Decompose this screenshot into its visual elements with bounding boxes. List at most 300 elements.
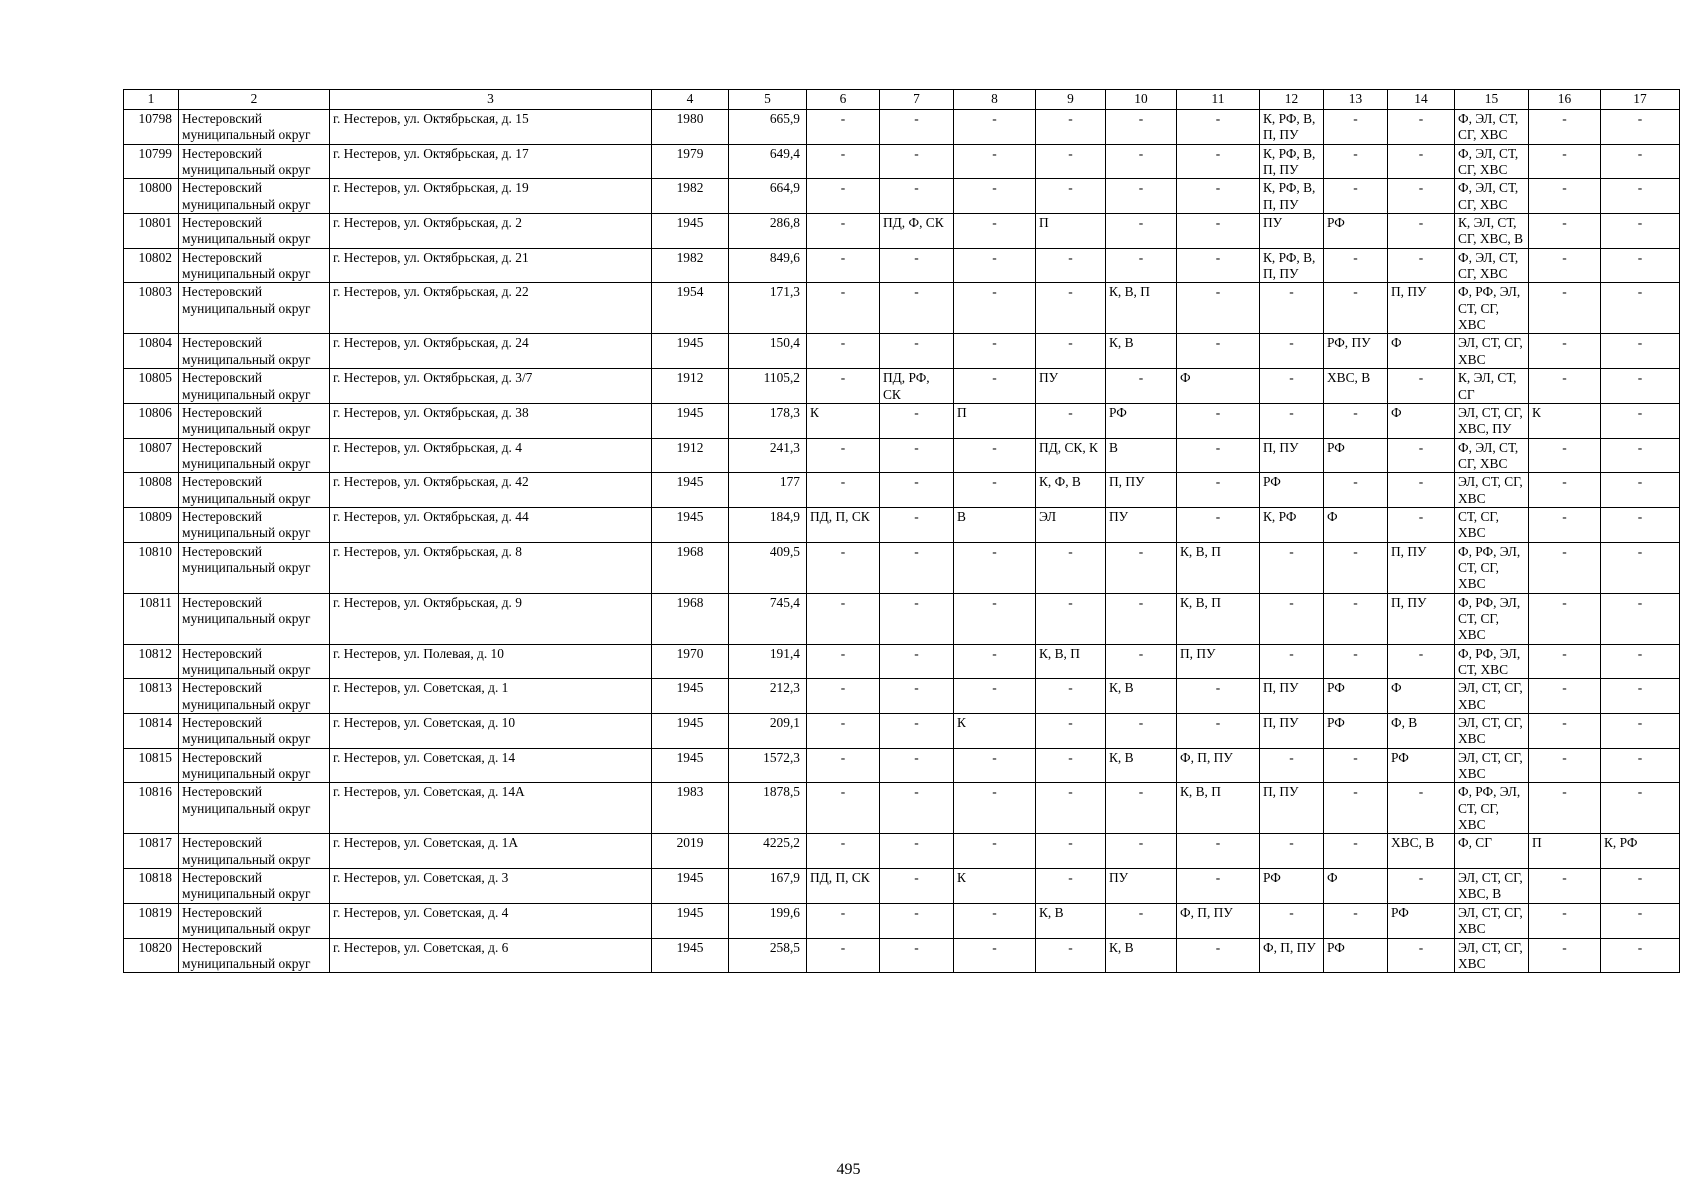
- table-cell-col-14: -: [1388, 214, 1455, 249]
- table-cell-col-8: -: [954, 834, 1036, 869]
- table-cell-col-5: 167,9: [729, 869, 807, 904]
- table-cell-col-17: -: [1601, 248, 1680, 283]
- table-cell-col-12: -: [1260, 748, 1324, 783]
- table-cell-col-10: -: [1106, 144, 1177, 179]
- table-cell-col-14: РФ: [1388, 903, 1455, 938]
- table-cell-col-9: ЭЛ: [1036, 507, 1106, 542]
- table-cell-col-5: 286,8: [729, 214, 807, 249]
- table-cell-col-15: Ф, ЭЛ, СТ, СГ, ХВС: [1455, 110, 1529, 145]
- table-cell-col-8: -: [954, 283, 1036, 334]
- table-cell-col-1: 10800: [124, 179, 179, 214]
- table-cell-col-13: РФ: [1324, 679, 1388, 714]
- table-cell-col-3: г. Нестеров, ул. Октябрьская, д. 9: [330, 593, 652, 644]
- table-cell-col-14: РФ: [1388, 748, 1455, 783]
- table-cell-col-15: К, ЭЛ, СТ, СГ, ХВС, В: [1455, 214, 1529, 249]
- table-row: [124, 542, 1680, 593]
- table-cell-col-9: -: [1036, 938, 1106, 973]
- table-cell-col-11: -: [1177, 214, 1260, 249]
- table-cell-col-9: -: [1036, 783, 1106, 834]
- table-cell-col-2: Нестеровский муниципальный округ: [179, 438, 330, 473]
- table-cell-col-4: 1945: [652, 403, 729, 438]
- table-cell-col-10: -: [1106, 179, 1177, 214]
- table-row: [124, 644, 1680, 679]
- table-cell-col-12: -: [1260, 903, 1324, 938]
- table-cell-col-8: -: [954, 214, 1036, 249]
- table-cell-col-12: Ф, П, ПУ: [1260, 938, 1324, 973]
- table-cell-col-15: ЭЛ, СТ, СГ, ХВС: [1455, 334, 1529, 369]
- table-cell-col-3: г. Нестеров, ул. Октябрьская, д. 21: [330, 248, 652, 283]
- column-header-8: 8: [954, 90, 1036, 110]
- table-cell-col-11: К, В, П: [1177, 542, 1260, 593]
- table-cell-col-4: 1983: [652, 783, 729, 834]
- table-cell-col-14: -: [1388, 507, 1455, 542]
- table-cell-col-11: -: [1177, 403, 1260, 438]
- table-cell-col-4: 1968: [652, 542, 729, 593]
- table-cell-col-16: -: [1529, 110, 1601, 145]
- table-cell-col-16: -: [1529, 542, 1601, 593]
- table-cell-col-1: 10815: [124, 748, 179, 783]
- table-cell-col-3: г. Нестеров, ул. Октябрьская, д. 19: [330, 179, 652, 214]
- table-cell-col-2: Нестеровский муниципальный округ: [179, 403, 330, 438]
- table-cell-col-7: -: [880, 438, 954, 473]
- table-cell-col-8: -: [954, 179, 1036, 214]
- table-cell-col-15: ЭЛ, СТ, СГ, ХВС, ПУ: [1455, 403, 1529, 438]
- column-header-5: 5: [729, 90, 807, 110]
- table-cell-col-6: -: [807, 283, 880, 334]
- table-cell-col-10: -: [1106, 214, 1177, 249]
- table-cell-col-15: ЭЛ, СТ, СГ, ХВС: [1455, 748, 1529, 783]
- table-row: [124, 110, 1680, 145]
- table-cell-col-15: Ф, РФ, ЭЛ, СТ, СГ, ХВС: [1455, 783, 1529, 834]
- table-cell-col-9: -: [1036, 593, 1106, 644]
- table-cell-col-15: Ф, РФ, ЭЛ, СТ, СГ, ХВС: [1455, 283, 1529, 334]
- table-cell-col-5: 1105,2: [729, 369, 807, 404]
- table-cell-col-13: ХВС, В: [1324, 369, 1388, 404]
- table-cell-col-4: 1968: [652, 593, 729, 644]
- table-cell-col-17: -: [1601, 783, 1680, 834]
- table-cell-col-7: ПД, Ф, СК: [880, 214, 954, 249]
- table-cell-col-4: 1945: [652, 214, 729, 249]
- table-cell-col-12: -: [1260, 542, 1324, 593]
- table-row: [124, 369, 1680, 404]
- table-cell-col-1: 10799: [124, 144, 179, 179]
- table-cell-col-3: г. Нестеров, ул. Октябрьская, д. 8: [330, 542, 652, 593]
- table-cell-col-4: 1979: [652, 144, 729, 179]
- table-cell-col-4: 1954: [652, 283, 729, 334]
- table-cell-col-9: -: [1036, 283, 1106, 334]
- page-number: 495: [836, 1161, 861, 1178]
- table-cell-col-17: -: [1601, 473, 1680, 508]
- table-cell-col-10: -: [1106, 903, 1177, 938]
- table-body: [124, 110, 1680, 973]
- table-cell-col-7: -: [880, 144, 954, 179]
- table-cell-col-8: -: [954, 248, 1036, 283]
- table-cell-col-2: Нестеровский муниципальный округ: [179, 214, 330, 249]
- table-cell-col-13: -: [1324, 903, 1388, 938]
- table-cell-col-4: 1945: [652, 473, 729, 508]
- table-cell-col-11: -: [1177, 938, 1260, 973]
- table-cell-col-3: г. Нестеров, ул. Октябрьская, д. 17: [330, 144, 652, 179]
- table-cell-col-12: К, РФ, В, П, ПУ: [1260, 110, 1324, 145]
- table-cell-col-7: ПД, РФ, СК: [880, 369, 954, 404]
- table-cell-col-17: -: [1601, 438, 1680, 473]
- table-cell-col-11: -: [1177, 507, 1260, 542]
- table-row: [124, 834, 1680, 869]
- table-cell-col-6: -: [807, 679, 880, 714]
- table-cell-col-12: -: [1260, 369, 1324, 404]
- table-cell-col-4: 1982: [652, 179, 729, 214]
- table-cell-col-3: г. Нестеров, ул. Полевая, д. 10: [330, 644, 652, 679]
- table-cell-col-5: 1878,5: [729, 783, 807, 834]
- table-cell-col-14: Ф: [1388, 334, 1455, 369]
- table-cell-col-8: -: [954, 644, 1036, 679]
- table-cell-col-1: 10818: [124, 869, 179, 904]
- table-cell-col-15: СТ, СГ, ХВС: [1455, 507, 1529, 542]
- table-cell-col-7: -: [880, 248, 954, 283]
- table-cell-col-11: -: [1177, 283, 1260, 334]
- table-row: [124, 507, 1680, 542]
- table-cell-col-10: К, В: [1106, 679, 1177, 714]
- table-cell-col-11: -: [1177, 714, 1260, 749]
- table-cell-col-8: -: [954, 110, 1036, 145]
- table-cell-col-3: г. Нестеров, ул. Советская, д. 1А: [330, 834, 652, 869]
- table-cell-col-15: ЭЛ, СТ, СГ, ХВС: [1455, 903, 1529, 938]
- column-header-11: 11: [1177, 90, 1260, 110]
- table-cell-col-16: -: [1529, 593, 1601, 644]
- table-cell-col-13: -: [1324, 748, 1388, 783]
- table-cell-col-5: 745,4: [729, 593, 807, 644]
- table-cell-col-5: 241,3: [729, 438, 807, 473]
- table-cell-col-9: -: [1036, 869, 1106, 904]
- table-cell-col-7: -: [880, 714, 954, 749]
- table-cell-col-6: -: [807, 473, 880, 508]
- table-cell-col-14: ХВС, В: [1388, 834, 1455, 869]
- table-cell-col-1: 10798: [124, 110, 179, 145]
- table-cell-col-6: -: [807, 644, 880, 679]
- column-header-3: 3: [330, 90, 652, 110]
- table-cell-col-17: -: [1601, 938, 1680, 973]
- table-cell-col-10: -: [1106, 542, 1177, 593]
- table-cell-col-5: 150,4: [729, 334, 807, 369]
- table-cell-col-16: -: [1529, 903, 1601, 938]
- table-cell-col-5: 199,6: [729, 903, 807, 938]
- table-cell-col-9: -: [1036, 403, 1106, 438]
- table-cell-col-2: Нестеровский муниципальный округ: [179, 179, 330, 214]
- table-cell-col-8: -: [954, 542, 1036, 593]
- table-cell-col-10: -: [1106, 714, 1177, 749]
- column-header-4: 4: [652, 90, 729, 110]
- table-cell-col-5: 649,4: [729, 144, 807, 179]
- table-cell-col-12: -: [1260, 334, 1324, 369]
- table-cell-col-13: -: [1324, 403, 1388, 438]
- table-cell-col-4: 1980: [652, 110, 729, 145]
- table-cell-col-14: Ф: [1388, 403, 1455, 438]
- table-cell-col-2: Нестеровский муниципальный округ: [179, 473, 330, 508]
- table-cell-col-12: К, РФ, В, П, ПУ: [1260, 179, 1324, 214]
- table-cell-col-4: 1982: [652, 248, 729, 283]
- table-cell-col-13: Ф: [1324, 507, 1388, 542]
- table-cell-col-13: -: [1324, 473, 1388, 508]
- table-cell-col-10: -: [1106, 248, 1177, 283]
- table-cell-col-6: ПД, П, СК: [807, 869, 880, 904]
- registry-table: [123, 89, 1680, 973]
- table-cell-col-13: Ф: [1324, 869, 1388, 904]
- table-cell-col-1: 10817: [124, 834, 179, 869]
- table-cell-col-2: Нестеровский муниципальный округ: [179, 783, 330, 834]
- table-cell-col-11: -: [1177, 110, 1260, 145]
- table-cell-col-14: П, ПУ: [1388, 283, 1455, 334]
- table-cell-col-2: Нестеровский муниципальный округ: [179, 248, 330, 283]
- table-cell-col-14: Ф: [1388, 679, 1455, 714]
- table-cell-col-9: ПУ: [1036, 369, 1106, 404]
- table-cell-col-7: -: [880, 283, 954, 334]
- table-cell-col-5: 184,9: [729, 507, 807, 542]
- table-cell-col-7: -: [880, 834, 954, 869]
- table-cell-col-16: -: [1529, 369, 1601, 404]
- table-cell-col-14: -: [1388, 938, 1455, 973]
- table-cell-col-15: ЭЛ, СТ, СГ, ХВС: [1455, 714, 1529, 749]
- table-cell-col-2: Нестеровский муниципальный округ: [179, 593, 330, 644]
- column-header-15: 15: [1455, 90, 1529, 110]
- table-cell-col-4: 1945: [652, 679, 729, 714]
- table-cell-col-17: -: [1601, 869, 1680, 904]
- table-cell-col-13: РФ, ПУ: [1324, 334, 1388, 369]
- table-cell-col-11: -: [1177, 679, 1260, 714]
- table-cell-col-3: г. Нестеров, ул. Октябрьская, д. 15: [330, 110, 652, 145]
- table-cell-col-13: РФ: [1324, 938, 1388, 973]
- table-cell-col-7: -: [880, 179, 954, 214]
- table-cell-col-13: -: [1324, 783, 1388, 834]
- table-cell-col-8: -: [954, 593, 1036, 644]
- table-cell-col-10: ПУ: [1106, 507, 1177, 542]
- table-cell-col-10: П, ПУ: [1106, 473, 1177, 508]
- table-cell-col-11: К, В, П: [1177, 593, 1260, 644]
- table-cell-col-6: -: [807, 542, 880, 593]
- column-header-17: 17: [1601, 90, 1680, 110]
- table-cell-col-4: 1912: [652, 438, 729, 473]
- table-cell-col-15: К, ЭЛ, СТ, СГ: [1455, 369, 1529, 404]
- table-cell-col-15: ЭЛ, СТ, СГ, ХВС, В: [1455, 869, 1529, 904]
- table-cell-col-8: -: [954, 679, 1036, 714]
- table-cell-col-16: К: [1529, 403, 1601, 438]
- table-cell-col-8: -: [954, 783, 1036, 834]
- table-cell-col-2: Нестеровский муниципальный округ: [179, 144, 330, 179]
- table-cell-col-9: -: [1036, 179, 1106, 214]
- table-cell-col-9: -: [1036, 679, 1106, 714]
- table-cell-col-14: -: [1388, 179, 1455, 214]
- table-cell-col-7: -: [880, 679, 954, 714]
- table-cell-col-14: П, ПУ: [1388, 593, 1455, 644]
- table-cell-col-10: К, В: [1106, 748, 1177, 783]
- table-cell-col-17: -: [1601, 110, 1680, 145]
- table-cell-col-4: 1970: [652, 644, 729, 679]
- table-row: [124, 179, 1680, 214]
- table-cell-col-17: -: [1601, 714, 1680, 749]
- table-cell-col-11: -: [1177, 438, 1260, 473]
- table-cell-col-10: -: [1106, 783, 1177, 834]
- table-cell-col-10: ПУ: [1106, 869, 1177, 904]
- table-cell-col-8: -: [954, 748, 1036, 783]
- table-cell-col-3: г. Нестеров, ул. Советская, д. 14: [330, 748, 652, 783]
- table-cell-col-9: -: [1036, 248, 1106, 283]
- table-cell-col-1: 10819: [124, 903, 179, 938]
- table-cell-col-13: -: [1324, 542, 1388, 593]
- table-row: [124, 283, 1680, 334]
- table-cell-col-17: -: [1601, 542, 1680, 593]
- table-cell-col-2: Нестеровский муниципальный округ: [179, 644, 330, 679]
- table-cell-col-16: -: [1529, 869, 1601, 904]
- table-row: [124, 938, 1680, 973]
- table-cell-col-15: Ф, ЭЛ, СТ, СГ, ХВС: [1455, 144, 1529, 179]
- table-cell-col-16: -: [1529, 438, 1601, 473]
- table-cell-col-8: -: [954, 144, 1036, 179]
- table-cell-col-7: -: [880, 507, 954, 542]
- table-cell-col-13: РФ: [1324, 714, 1388, 749]
- table-cell-col-6: -: [807, 783, 880, 834]
- table-cell-col-13: -: [1324, 110, 1388, 145]
- table-cell-col-15: ЭЛ, СТ, СГ, ХВС: [1455, 938, 1529, 973]
- table-cell-col-14: -: [1388, 644, 1455, 679]
- table-cell-col-4: 1945: [652, 334, 729, 369]
- table-cell-col-3: г. Нестеров, ул. Октябрьская, д. 38: [330, 403, 652, 438]
- table-cell-col-12: П, ПУ: [1260, 783, 1324, 834]
- table-cell-col-3: г. Нестеров, ул. Октябрьская, д. 3/7: [330, 369, 652, 404]
- table-cell-col-9: К, Ф, В: [1036, 473, 1106, 508]
- table-cell-col-6: -: [807, 110, 880, 145]
- table-cell-col-15: Ф, РФ, ЭЛ, СТ, СГ, ХВС: [1455, 542, 1529, 593]
- table-row: [124, 248, 1680, 283]
- table-cell-col-4: 2019: [652, 834, 729, 869]
- table-cell-col-14: -: [1388, 438, 1455, 473]
- table-cell-col-16: -: [1529, 248, 1601, 283]
- table-cell-col-9: -: [1036, 542, 1106, 593]
- table-cell-col-7: -: [880, 403, 954, 438]
- table-cell-col-11: Ф, П, ПУ: [1177, 903, 1260, 938]
- table-cell-col-12: РФ: [1260, 869, 1324, 904]
- table-cell-col-17: -: [1601, 903, 1680, 938]
- table-row: [124, 438, 1680, 473]
- table-cell-col-7: -: [880, 110, 954, 145]
- table-cell-col-8: П: [954, 403, 1036, 438]
- table-cell-col-6: -: [807, 748, 880, 783]
- table-cell-col-8: -: [954, 938, 1036, 973]
- column-header-13: 13: [1324, 90, 1388, 110]
- table-row: [124, 748, 1680, 783]
- table-cell-col-6: -: [807, 593, 880, 644]
- table-cell-col-11: -: [1177, 473, 1260, 508]
- table-cell-col-4: 1945: [652, 748, 729, 783]
- table-cell-col-7: -: [880, 542, 954, 593]
- table-cell-col-5: 849,6: [729, 248, 807, 283]
- table-cell-col-12: ПУ: [1260, 214, 1324, 249]
- table-cell-col-7: -: [880, 869, 954, 904]
- table-cell-col-8: -: [954, 473, 1036, 508]
- table-cell-col-8: К: [954, 714, 1036, 749]
- column-header-9: 9: [1036, 90, 1106, 110]
- table-cell-col-16: -: [1529, 679, 1601, 714]
- table-cell-col-12: -: [1260, 403, 1324, 438]
- table-cell-col-4: 1945: [652, 903, 729, 938]
- table-cell-col-3: г. Нестеров, ул. Советская, д. 1: [330, 679, 652, 714]
- table-cell-col-1: 10809: [124, 507, 179, 542]
- table-cell-col-5: 178,3: [729, 403, 807, 438]
- column-header-1: 1: [124, 90, 179, 110]
- table-cell-col-10: -: [1106, 110, 1177, 145]
- table-cell-col-6: К: [807, 403, 880, 438]
- table-cell-col-11: П, ПУ: [1177, 644, 1260, 679]
- table-cell-col-16: -: [1529, 507, 1601, 542]
- table-cell-col-5: 212,3: [729, 679, 807, 714]
- table-cell-col-12: -: [1260, 593, 1324, 644]
- table-cell-col-13: РФ: [1324, 438, 1388, 473]
- column-header-12: 12: [1260, 90, 1324, 110]
- table-cell-col-17: -: [1601, 214, 1680, 249]
- table-cell-col-12: К, РФ: [1260, 507, 1324, 542]
- table-cell-col-3: г. Нестеров, ул. Октябрьская, д. 22: [330, 283, 652, 334]
- table-cell-col-17: -: [1601, 334, 1680, 369]
- table-cell-col-12: К, РФ, В, П, ПУ: [1260, 248, 1324, 283]
- table-cell-col-16: -: [1529, 748, 1601, 783]
- table-cell-col-6: -: [807, 214, 880, 249]
- table-cell-col-14: -: [1388, 473, 1455, 508]
- table-cell-col-14: -: [1388, 248, 1455, 283]
- table-cell-col-13: -: [1324, 593, 1388, 644]
- table-cell-col-7: -: [880, 748, 954, 783]
- table-cell-col-2: Нестеровский муниципальный округ: [179, 283, 330, 334]
- table-cell-col-1: 10808: [124, 473, 179, 508]
- column-header-16: 16: [1529, 90, 1601, 110]
- table-cell-col-17: -: [1601, 179, 1680, 214]
- table-cell-col-9: ПД, СК, К: [1036, 438, 1106, 473]
- table-cell-col-2: Нестеровский муниципальный округ: [179, 869, 330, 904]
- table-cell-col-1: 10811: [124, 593, 179, 644]
- table-cell-col-1: 10805: [124, 369, 179, 404]
- table-cell-col-17: -: [1601, 144, 1680, 179]
- table-cell-col-14: -: [1388, 144, 1455, 179]
- table-cell-col-2: Нестеровский муниципальный округ: [179, 834, 330, 869]
- table-cell-col-5: 665,9: [729, 110, 807, 145]
- column-header-10: 10: [1106, 90, 1177, 110]
- table-cell-col-12: П, ПУ: [1260, 438, 1324, 473]
- table-cell-col-2: Нестеровский муниципальный округ: [179, 748, 330, 783]
- table-cell-col-6: -: [807, 938, 880, 973]
- table-cell-col-12: П, ПУ: [1260, 714, 1324, 749]
- column-header-6: 6: [807, 90, 880, 110]
- table-cell-col-12: К, РФ, В, П, ПУ: [1260, 144, 1324, 179]
- table-cell-col-14: Ф, В: [1388, 714, 1455, 749]
- table-cell-col-13: РФ: [1324, 214, 1388, 249]
- table-cell-col-11: Ф, П, ПУ: [1177, 748, 1260, 783]
- table-cell-col-7: -: [880, 783, 954, 834]
- table-cell-col-16: -: [1529, 938, 1601, 973]
- table-cell-col-17: -: [1601, 369, 1680, 404]
- table-cell-col-3: г. Нестеров, ул. Советская, д. 14А: [330, 783, 652, 834]
- table-cell-col-1: 10801: [124, 214, 179, 249]
- table-cell-col-6: -: [807, 903, 880, 938]
- table-cell-col-4: 1912: [652, 369, 729, 404]
- table-cell-col-6: -: [807, 714, 880, 749]
- table-cell-col-13: -: [1324, 834, 1388, 869]
- table-cell-col-6: -: [807, 248, 880, 283]
- table-cell-col-1: 10806: [124, 403, 179, 438]
- table-cell-col-10: В: [1106, 438, 1177, 473]
- table-cell-col-15: ЭЛ, СТ, СГ, ХВС: [1455, 679, 1529, 714]
- table-cell-col-3: г. Нестеров, ул. Октябрьская, д. 4: [330, 438, 652, 473]
- table-row: [124, 334, 1680, 369]
- table-cell-col-10: РФ: [1106, 403, 1177, 438]
- table-cell-col-10: -: [1106, 369, 1177, 404]
- table-cell-col-11: -: [1177, 869, 1260, 904]
